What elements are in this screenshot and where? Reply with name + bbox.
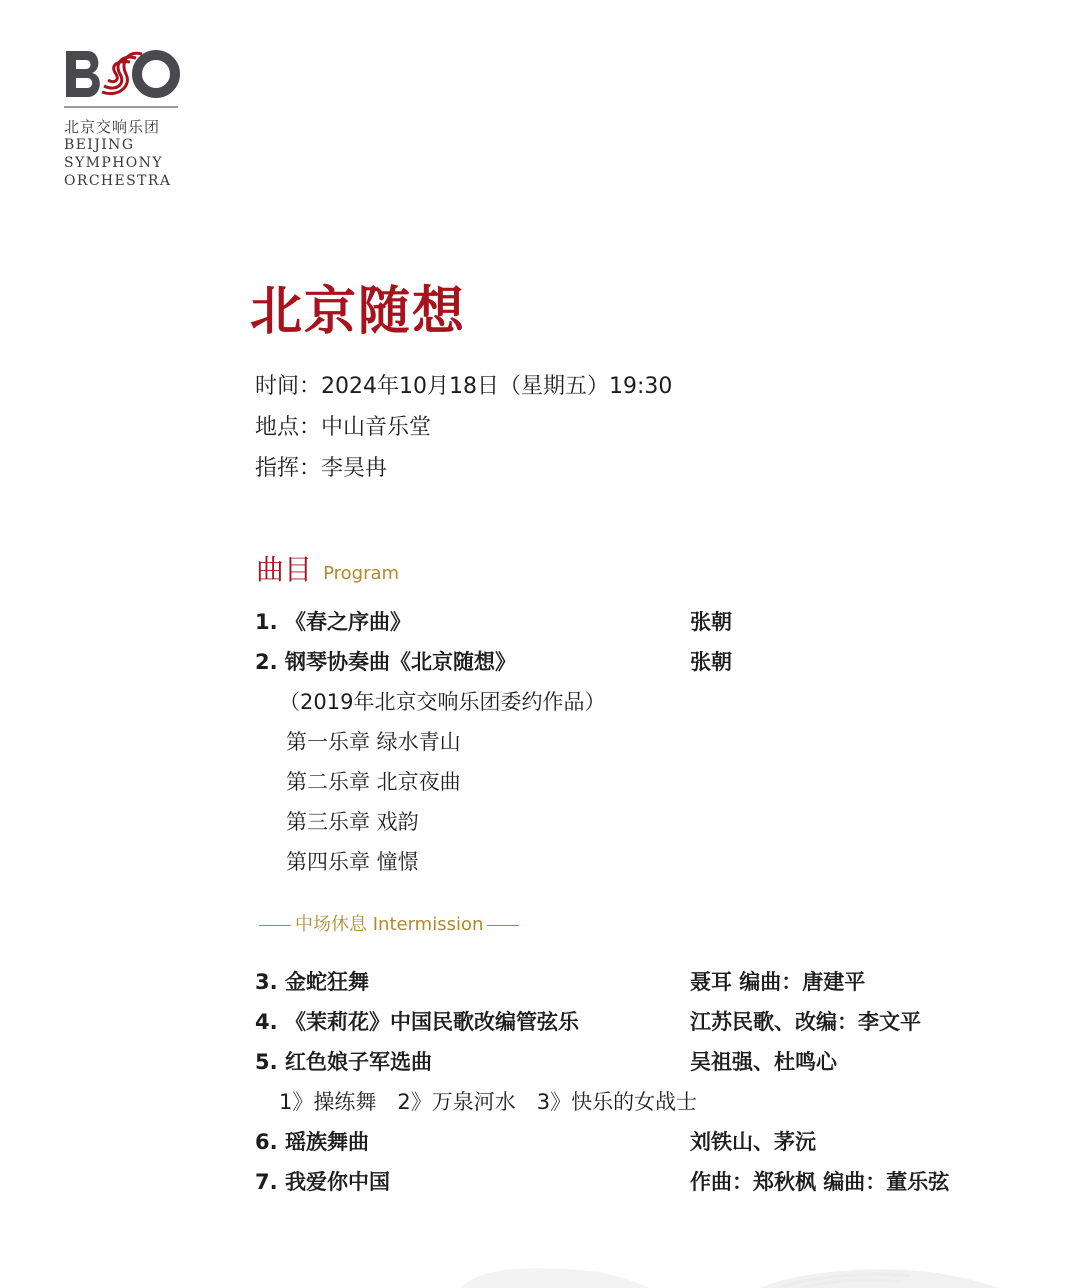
logo-name-en-1: BEIJING	[64, 137, 135, 153]
program-item	[255, 1162, 1015, 1202]
logo-name-cn: 北京交响乐团	[64, 118, 161, 136]
item-composer: 聂耳 编曲：唐建平	[690, 970, 866, 994]
concert-title: 北京随想	[250, 282, 467, 342]
item-number: 1.	[255, 610, 278, 634]
logo-watermark-icon	[460, 1258, 1080, 1288]
item-composer: 吴祖强、杜鸣心	[690, 1050, 837, 1074]
item-work: 《茉莉花》中国民歌改编管弦乐	[285, 1010, 579, 1034]
item-note: （2019年北京交响乐团委约作品）	[279, 690, 606, 714]
logo-name-en-3: ORCHESTRA	[64, 173, 172, 189]
dash-left	[259, 925, 291, 926]
logo-name-en-2: SYMPHONY	[64, 155, 163, 171]
item-work: 瑶族舞曲	[285, 1130, 369, 1154]
logo-divider	[64, 106, 178, 108]
bso-logo-mark-icon	[64, 48, 180, 100]
item-work: 金蛇狂舞	[285, 970, 369, 994]
concert-conductor: 指挥：李昊冉	[255, 456, 388, 481]
dash-right	[487, 925, 519, 926]
program-item	[255, 642, 1015, 682]
item-composer: 张朝	[690, 650, 732, 674]
program-item	[255, 1042, 1015, 1082]
program-item	[255, 1002, 1015, 1042]
item-composer: 张朝	[690, 610, 732, 634]
movement: 第三乐章 戏韵	[286, 810, 419, 834]
item-work: 我爱你中国	[285, 1170, 390, 1194]
concert-time: 时间：2024年10月18日（星期五）19:30	[255, 374, 673, 399]
item-composer: 江苏民歌、改编：李文平	[690, 1010, 921, 1034]
concert-info	[255, 366, 672, 489]
item-number: 7.	[255, 1170, 278, 1194]
program-item	[255, 602, 1015, 642]
item-work: 红色娘子军选曲	[285, 1050, 432, 1074]
item-number: 3.	[255, 970, 278, 994]
orchestra-logo	[64, 48, 184, 190]
program-heading-cn: 曲目	[256, 553, 313, 586]
program-part-1	[255, 602, 1015, 882]
program-part-2	[255, 962, 1015, 1202]
intermission-divider	[255, 910, 523, 936]
item-number: 6.	[255, 1130, 278, 1154]
concert-venue: 地点：中山音乐堂	[255, 415, 432, 440]
item-number: 4.	[255, 1010, 278, 1034]
item-selections: 1》操练舞 2》万泉河水 3》快乐的女战士	[279, 1090, 698, 1114]
program-heading	[256, 548, 399, 588]
item-work: 钢琴协奏曲《北京随想》	[285, 650, 516, 674]
program-item	[255, 1122, 1015, 1162]
movement: 第二乐章 北京夜曲	[286, 770, 461, 794]
item-composer: 刘铁山、茅沅	[690, 1130, 816, 1154]
program-item	[255, 962, 1015, 1002]
watermark-decoration	[460, 1258, 1080, 1288]
movement: 第一乐章 绿水青山	[286, 730, 461, 754]
item-number: 2.	[255, 650, 278, 674]
intermission-label: 中场休息 Intermission	[295, 914, 484, 935]
item-number: 5.	[255, 1050, 278, 1074]
item-composer: 作曲：郑秋枫 编曲：董乐弦	[690, 1170, 950, 1194]
item-work: 《春之序曲》	[285, 610, 411, 634]
movement: 第四乐章 憧憬	[286, 850, 419, 874]
program-heading-en: Program	[323, 563, 400, 584]
